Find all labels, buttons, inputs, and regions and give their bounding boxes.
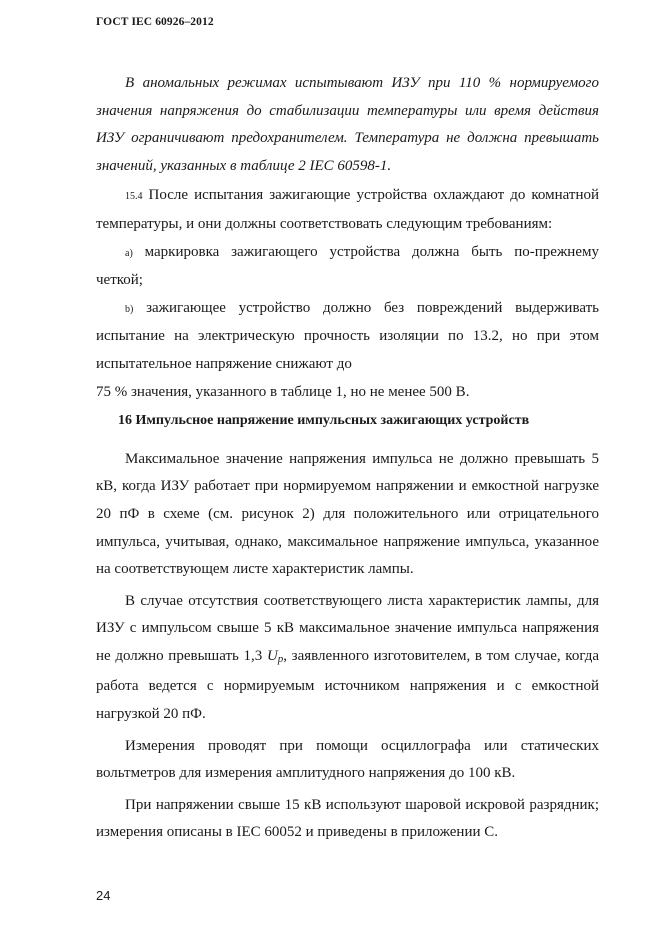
clause-text: После испытания зажигающие устройства охлаждают до комнатной температуры, и они должны соответствовать следующим требованиям: <box>96 187 600 232</box>
list-item-b <box>96 295 599 379</box>
paragraph-no-lamp-sheet <box>96 588 599 729</box>
text-before: В случае отсутствия соответствующего листа характеристик лампы, для ИЗУ с импульсом свыше 5 кВ максимальное значение импульса напряжения не должно превышать 1,3 <box>96 592 599 664</box>
page-number: 24 <box>96 888 111 903</box>
symbol-subscript: p <box>277 652 284 665</box>
item-text: зажигающее устройство должно без повреждений выдерживать испытание на электрическую прочность изоляции по 13.2, но при этом испытательное напряжение снижают до <box>96 299 599 372</box>
paragraph-max-voltage: Максимальное значение напряжения импульса не должно превышать 5 кВ, когда ИЗУ работает при нормируемом напряжении и емкостной нагрузке 20 пФ в схеме (см. рисунок 2) для положительного или отрицательного импульса, учитывая, однако, максимальное напряжение импульса, указанное на соответствующем листе характеристик лампы. <box>96 450 599 578</box>
symbol-u: U <box>266 647 278 664</box>
paragraph-spark-gap: При напряжении свыше 15 кВ используют шаровой искровой разрядник; измерения описаны в IEC 60052 и приведены в приложении С. <box>96 796 599 841</box>
clause-number: 15.4 <box>125 191 143 203</box>
item-label: b) <box>125 303 134 315</box>
list-item-a <box>96 239 599 295</box>
clause-15-4 <box>96 182 599 238</box>
text-after: , заявленного изготовителем, в том случае, когда работа ведется с нормируемым источником напряжения и с емкостной нагрузкой 20 пФ. <box>96 647 600 723</box>
paragraph-abnormal-modes: В аномальных режимах испытывают ИЗУ при 110 % нормируемого значения напряжения до стабилизации температуры или время действия ИЗУ ограничивают предохранителем. Температура не должна превышать значений, указанных в таблице 2 IEC 60598-1. <box>96 75 599 174</box>
paragraph-measurements: Измерения проводят при помощи осциллографа или статических вольтметров для измерения амплитудного напряжения до 100 кВ. <box>96 737 599 782</box>
item-label: а) <box>125 247 133 259</box>
document-header: ГОСТ IEC 60926–2012 <box>96 16 214 28</box>
item-text: маркировка зажигающего устройства должна быть по-прежнему четкой; <box>96 243 599 289</box>
list-item-b-continuation: 75 % значения, указанного в таблице 1, но не менее 500 В. <box>96 383 470 400</box>
section-16-heading: 16 Импульсное напряжение импульсных зажигающих устройств <box>118 413 530 429</box>
page-body <box>96 70 599 847</box>
